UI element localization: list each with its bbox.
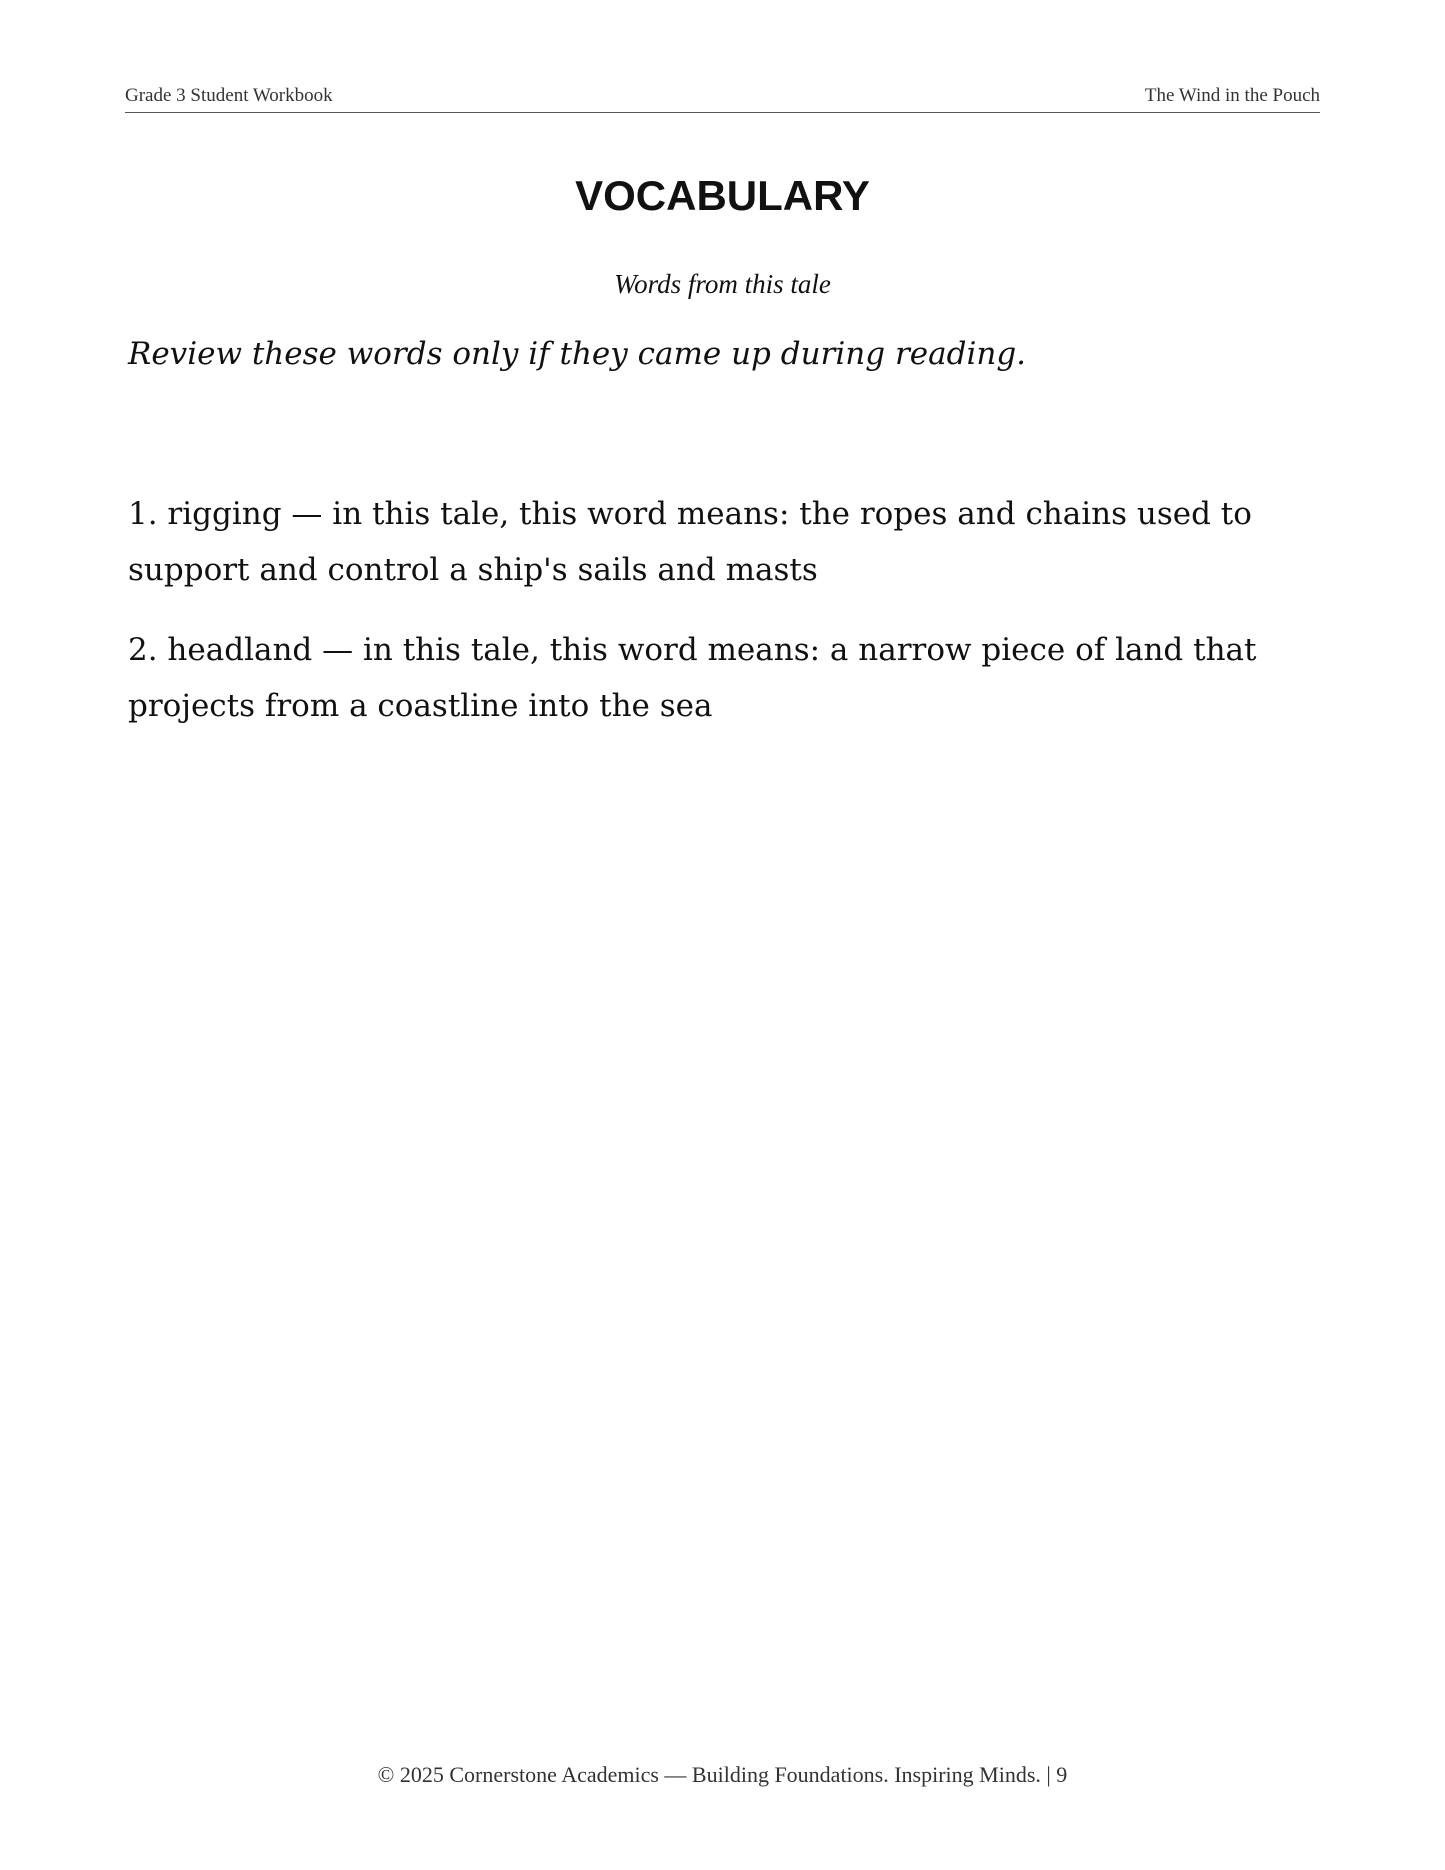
vocabulary-item: 1. rigging — in this tale, this word means: the ropes and chains used to support and control a ship's sails and masts (128, 496, 1252, 588)
page-footer: © 2025 Cornerstone Academics — Building Foundations. Inspiring Minds. | 9 (377, 1762, 1068, 1787)
vocabulary-list (128, 486, 1323, 758)
page-subtitle: Words from this tale (614, 269, 831, 299)
vocabulary-item: 2. headland — in this tale, this word means: a narrow piece of land that projects from a coastline into the sea (128, 632, 1257, 724)
page-title: VOCABULARY (575, 172, 870, 219)
instruction-text: Review these words only if they came up during reading. (128, 336, 1027, 372)
header-workbook-label: Grade 3 Student Workbook (125, 85, 333, 106)
header-story-title: The Wind in the Pouch (1144, 85, 1320, 106)
page-header (125, 82, 1320, 113)
